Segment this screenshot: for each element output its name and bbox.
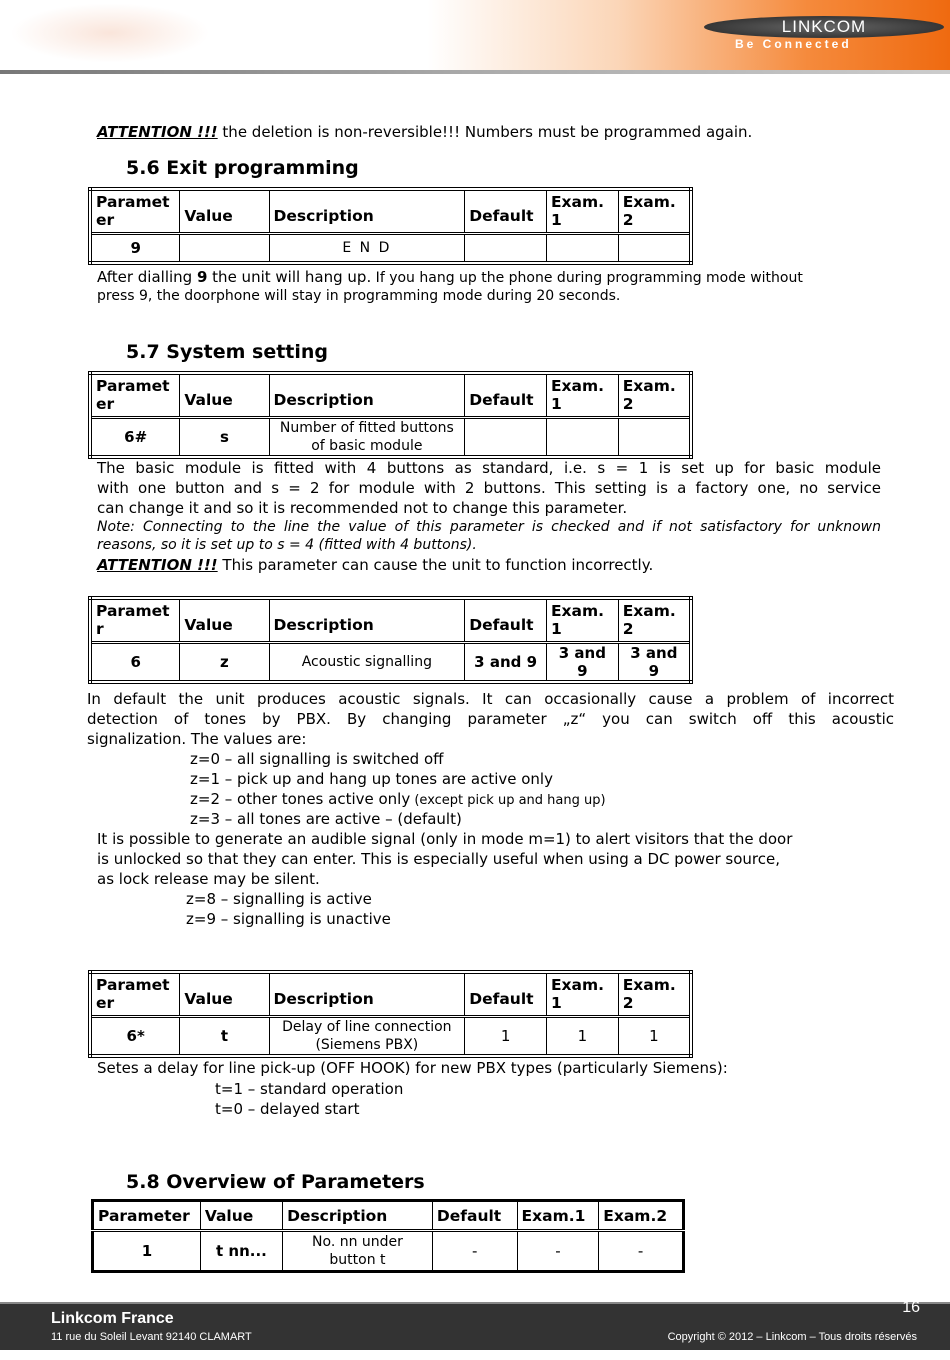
column-header-default: Default [432, 1201, 517, 1231]
attention-deletion [97, 122, 752, 142]
z-value-line: z=2 – other tones active only (except pick up and hang up) [190, 790, 606, 808]
column-header-parameter: Paramet er [90, 972, 180, 1016]
cell-example-1 [546, 417, 618, 457]
acoustic-paragraph-line: In default the unit produces acoustic signals. It can occasionally cause a problem of incorrect [87, 690, 894, 708]
cell-default [465, 233, 547, 263]
cell-description: Delay of line connection (Siemens PBX) [269, 1016, 465, 1056]
cell-value: z [180, 642, 269, 682]
cell-example-1: 3 and 9 [546, 642, 618, 682]
column-header-description: Description [269, 373, 465, 417]
heading-system-setting: 5.7 System setting [126, 341, 329, 363]
cell-parameter: 6 [90, 642, 180, 682]
acoustic-signalling-table [88, 596, 693, 684]
linkcom-logo: LINKCOM [704, 16, 944, 38]
cell-example-2 [618, 417, 691, 457]
cell-description: E N D [269, 233, 465, 263]
table-row [93, 1231, 684, 1272]
column-header-value: Value [180, 598, 269, 642]
system-paragraph-line: can change it and so it is recommended not to change this parameter. [97, 499, 628, 517]
system-note-line: Note: Connecting to the line the value of this parameter is checked and if not satisfactory for unknown [97, 519, 881, 535]
column-header-example-2: Exam. 2 [618, 598, 691, 642]
page-footer [0, 1299, 950, 1350]
z-value-line: z=3 – all tones are active – (default) [190, 810, 462, 828]
column-header-description: Description [269, 189, 465, 233]
column-header-example-1: Exam.1 [517, 1201, 599, 1231]
cell-parameter: 6* [90, 1016, 180, 1056]
column-header-example-1: Exam. 1 [546, 189, 618, 233]
cell-description: Number of fitted buttons of basic module [269, 417, 465, 457]
footer-address: 11 rue du Soleil Levant 92140 CLAMART [51, 1331, 252, 1343]
page-number: 16 [902, 1299, 920, 1316]
z-value-line: z=9 – signalling is unactive [186, 910, 391, 928]
cell-value: t nn... [200, 1231, 282, 1272]
z-value-line: z=8 – signalling is active [186, 890, 372, 908]
cell-default [465, 417, 547, 457]
cell-parameter: 9 [90, 233, 180, 263]
heading-overview-parameters: 5.8 Overview of Parameters [126, 1171, 425, 1193]
system-note-line: reasons, so it is set up to s = 4 (fitted with 4 buttons). [97, 537, 477, 553]
logo-tagline: Be Connected [735, 37, 852, 51]
cell-parameter: 6# [90, 417, 180, 457]
cell-example-2: 3 and 9 [618, 642, 691, 682]
table-row [90, 642, 691, 682]
table-row [90, 1016, 691, 1056]
table-row [90, 417, 691, 457]
table-row [90, 233, 691, 263]
delay-paragraph: Setes a delay for line pick-up (OFF HOOK) for new PBX types (particularly Siemens): [97, 1059, 728, 1077]
column-header-default: Default [465, 598, 547, 642]
audible-paragraph-line: is unlocked so that they can enter. This is especially useful when using a DC power source, [97, 850, 781, 868]
cell-example-1: 1 [546, 1016, 618, 1056]
system-paragraph-line: The basic module is fitted with 4 buttons as standard, i.e. s = 1 is set up for basic module [97, 459, 881, 477]
column-header-example-1: Exam. 1 [546, 598, 618, 642]
z-value-line: z=1 – pick up and hang up tones are active only [190, 770, 553, 788]
acoustic-paragraph-line: detection of tones by PBX. By changing parameter „z“ you can switch off this acoustic [87, 710, 894, 728]
cell-example-1: - [517, 1231, 599, 1272]
attention-parameter: ATTENTION !!! This parameter can cause the unit to function incorrectly. [97, 556, 654, 574]
cell-value: s [180, 417, 269, 457]
system-setting-table [88, 371, 693, 459]
column-header-default: Default [465, 189, 547, 233]
column-header-value: Value [180, 972, 269, 1016]
system-paragraph-line: with one button and s = 2 for module with 2 buttons. This setting is a factory one, no service [97, 479, 881, 497]
column-header-example-2: Exam. 2 [618, 373, 691, 417]
exit-paragraph-line-2: press 9, the doorphone will stay in programming mode during 20 seconds. [97, 288, 621, 304]
audible-paragraph-line: as lock release may be silent. [97, 870, 320, 888]
column-header-description: Description [269, 972, 465, 1016]
column-header-value: Value [180, 189, 269, 233]
table-header-row [90, 972, 691, 1016]
heading-exit-programming: 5.6 Exit programming [126, 157, 359, 179]
attention-label: ATTENTION !!! [97, 123, 218, 141]
overview-parameters-table [91, 1199, 685, 1273]
column-header-default: Default [465, 972, 547, 1016]
table-header-row [90, 189, 691, 233]
footer-copyright: Copyright © 2012 – Linkcom – Tous droits réservés [667, 1331, 917, 1343]
exit-paragraph-line-1: After dialling 9 the unit will hang up. If you hang up the phone during programming mode without [97, 268, 803, 286]
table-header-row [90, 598, 691, 642]
column-header-value: Value [200, 1201, 282, 1231]
cell-example-2: - [599, 1231, 684, 1272]
column-header-description: Description [283, 1201, 433, 1231]
cell-value: t [180, 1016, 269, 1056]
column-header-description: Description [269, 598, 465, 642]
footer-company: Linkcom France [51, 1310, 174, 1327]
column-header-example-2: Exam. 2 [618, 972, 691, 1016]
cell-parameter: 1 [93, 1231, 201, 1272]
attention-text: the deletion is non-reversible!!! Numbers must be programmed again. [217, 123, 753, 141]
acoustic-paragraph-line: signalization. The values are: [87, 730, 307, 748]
column-header-example-2: Exam. 2 [618, 189, 691, 233]
table-header-row [90, 373, 691, 417]
column-header-example-1: Exam. 1 [546, 972, 618, 1016]
cell-example-1 [546, 233, 618, 263]
t-value-line: t=0 – delayed start [215, 1100, 360, 1118]
table-header-row [93, 1201, 684, 1231]
line-delay-table [88, 970, 693, 1058]
cell-example-2 [618, 233, 691, 263]
cell-description: No. nn under button t [283, 1231, 433, 1272]
cell-value [180, 233, 269, 263]
exit-programming-table [88, 187, 693, 265]
t-value-line: t=1 – standard operation [215, 1080, 404, 1098]
column-header-parameter: Parameter [93, 1201, 201, 1231]
cell-description: Acoustic signalling [269, 642, 465, 682]
audible-paragraph-line: It is possible to generate an audible signal (only in mode m=1) to alert visitors that the door [97, 830, 793, 848]
cell-example-2: 1 [618, 1016, 691, 1056]
column-header-parameter: Paramet er [90, 373, 180, 417]
cell-default: - [432, 1231, 517, 1272]
cell-default: 1 [465, 1016, 547, 1056]
column-header-example-1: Exam. 1 [546, 373, 618, 417]
column-header-default: Default [465, 373, 547, 417]
world-map-graphic [10, 3, 210, 63]
column-header-example-2: Exam.2 [599, 1201, 684, 1231]
column-header-value: Value [180, 373, 269, 417]
column-header-parameter: Paramet r [90, 598, 180, 642]
z-value-line: z=0 – all signalling is switched off [190, 750, 444, 768]
header-divider [0, 70, 950, 74]
cell-default: 3 and 9 [465, 642, 547, 682]
column-header-parameter: Paramet er [90, 189, 180, 233]
